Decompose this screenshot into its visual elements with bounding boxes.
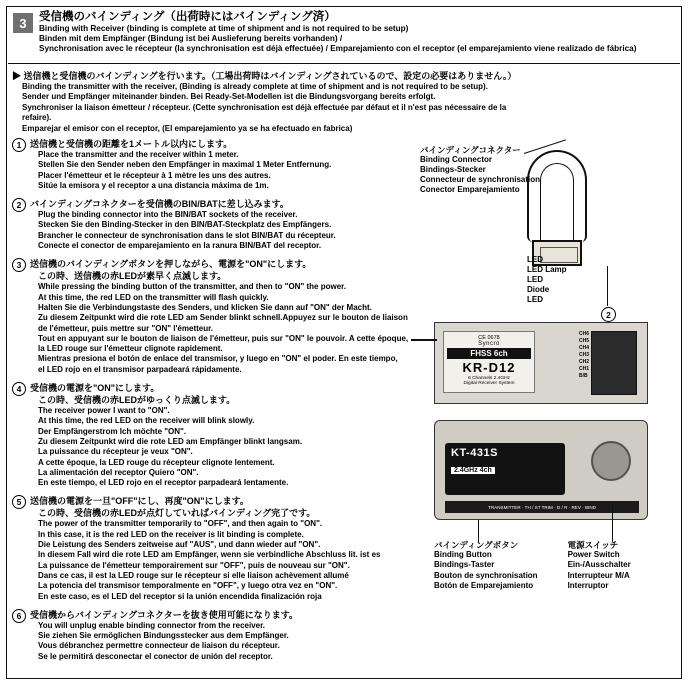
transmitter-bottom-strip: TRANSMITTER · TH / ST TRIM · D / R · REV · BIND	[445, 501, 639, 513]
step-3-jp: 送信機のバインディングボタンを押しながら、電源を"ON"にします。	[30, 259, 312, 270]
step-5-number: 5	[12, 495, 26, 509]
transmitter-knob	[591, 441, 631, 481]
step-3-line-4: Zu diesem Zeitpunkt wird die rote LED am Sender blinkt schnell.Appuyez sur le bouton de liaison	[38, 313, 408, 323]
intro-line-fr: Synchroniser la liaison émetteur / récepteur. (Cette synchronisation est déjà effectuée par défaut et il n'est pas nécessaire de la refaire).	[22, 102, 507, 123]
callout-power-switch-fr: Interrupteur M/A	[567, 570, 630, 580]
receiver-pin-block	[591, 331, 637, 395]
receiver-channel-0: CH6	[578, 331, 589, 337]
transmitter-band: 2.4GHz 4ch	[451, 467, 495, 474]
step-4-line-5: La puissance du récepteur je veux "ON".	[38, 447, 193, 457]
intro-line-jp: ▶ 送信機と受信機のバインディングを行います。（工場出荷時はバインディングされているので、設定の必要はありません。）	[12, 71, 517, 81]
step-5	[12, 495, 412, 601]
step-4-line-1: The receiver power I want to "ON".	[38, 406, 170, 416]
step-5-line-8: En este caso, es el LED del receptor si la unión encendida finalización roja	[38, 591, 322, 601]
transmitter-callouts	[434, 540, 684, 591]
callout-power-switch-de: Ein-/Ausschalter	[567, 560, 631, 570]
step-2-line-4: Conecte el conector de emparejamiento en la ranura BIN/BAT del receptor.	[38, 241, 322, 251]
marker-circle-2: 2	[601, 307, 616, 322]
callout-led-jp: LED	[527, 255, 543, 264]
receiver-channel-6: B/B	[578, 373, 588, 379]
receiver-channel-4: CH2	[578, 359, 589, 365]
callout-binding-button-de: Bindings-Taster	[434, 560, 495, 570]
marker-2-leader	[607, 266, 608, 306]
receiver-sub-1: 6 Channels 2.4GHz	[468, 376, 510, 381]
step-3-line-5: de l'émetteur, puis mettre sur "ON" l'émetteur.	[38, 323, 213, 333]
step-1	[12, 138, 412, 191]
receiver-brand: Syncro	[478, 341, 500, 347]
callout-binding-button	[434, 540, 538, 591]
step-4-jp2: この時、受信機の赤LEDがゆっくり点滅します。	[38, 395, 236, 406]
binding-connector-loop-inner	[540, 163, 574, 243]
receiver-illustration	[434, 322, 648, 404]
callout-power-switch-jp: 電源スイッチ	[567, 540, 619, 550]
step-2-number: 2	[12, 198, 26, 212]
transmitter-illustration	[434, 420, 648, 520]
step-5-line-3: Die Leistung des Senders zeitweise auf "AUS", und dann wieder auf "ON".	[38, 540, 321, 550]
step-5-line-7: La potencia del transmisor temporalmente en "OFF", y luego otra vez en "ON".	[38, 581, 338, 591]
callout-led	[527, 255, 567, 305]
receiver-channel-3: CH3	[578, 352, 589, 358]
receiver-channel-5: CH1	[578, 366, 589, 372]
callout-binding-button-es: Botón de Emparejamiento	[434, 580, 534, 590]
step-1-number: 1	[12, 138, 26, 152]
step-1-line-2: Stellen Sie den Sender neben den Empfänger in maximal 1 Meter Entfernung.	[38, 160, 332, 170]
step-2	[12, 198, 412, 251]
callout-binding-connector-es: Conector Emparejamiento	[420, 185, 520, 194]
step-3-line-7: la LED rouge sur l'émetteur clignote rapidement.	[38, 344, 223, 354]
section-title-line-1: Binding with Receiver (binding is complete at time of shipment and is not required to be setup)	[39, 24, 409, 33]
step-4-number: 4	[12, 382, 26, 396]
step-3-jp2: この時、送信機の赤LEDが素早く点滅します。	[38, 271, 227, 282]
callout-binding-button-jp: バインディングボタン	[434, 540, 519, 550]
step-6-line-4: Se le permitirá desconectar el conector de unión del receptor.	[38, 651, 273, 661]
step-5-jp2: この時、受信機の赤LEDが点灯していればバインディング完了です。	[38, 508, 316, 519]
leader-line-power-switch	[612, 505, 613, 542]
step-1-line-3: Placer l'émetteur et le récepteur à 1 mètre les uns des autres.	[38, 170, 271, 180]
step-3-line-1: While pressing the binding button of the transmitter, and then to "ON" the power.	[38, 282, 347, 292]
section-number-badge: 3	[13, 13, 33, 33]
transmitter-model: KT-431S	[451, 447, 498, 459]
section-title-line-3: Synchronisation avec le récepteur (la synchronisation est déjà effectuée) / Emparejamiento con el receptor (el emparejamiento viene realizado de fábrica)	[39, 44, 637, 54]
step-3-line-6: Tout en appuyant sur le bouton de liaison de l'émetteur, puis sur "ON" le pouvoir. A cette époque,	[38, 333, 409, 343]
receiver-channel-2: CH4	[578, 345, 589, 351]
step-2-line-2: Stecken Sie den Binding-Stecker in den BIN/BAT-Steckplatz des Empfängers.	[38, 220, 332, 230]
step-5-line-1: The power of the transmitter temporarily to "OFF", and then again to "ON".	[38, 519, 323, 529]
section-title-jp: 受信機のバインディング（出荷時にはバインディング済）	[39, 11, 336, 23]
receiver-sub-2: Digital Receiver System	[463, 381, 515, 386]
step-6-jp: 受信機からバインディングコネクターを抜き使用可能になります。	[30, 609, 299, 620]
step-5-line-2: In this case, it is the red LED on the receiver is lit binding is complete.	[38, 529, 304, 539]
step-5-line-6: Dans ce cas, il est la LED rouge sur le récepteur si elle liaison achèvement allumé	[38, 570, 349, 580]
step-4-line-6: A cette époque, la LED rouge du récepteur clignote lentement.	[38, 457, 275, 467]
section-header-text	[39, 8, 636, 55]
step-4-line-3: Der Empfängerstrom Ich möchte "ON".	[38, 426, 187, 436]
receiver-channel-labels	[579, 331, 589, 379]
step-3	[12, 258, 412, 375]
step-3-line-3: Halten Sie die Verbindungstaste des Senders, und klicken Sie dann auf "ON" der Macht.	[38, 302, 372, 312]
step-4-line-8: En este tiempo, el LED rojo en el receptor parpadeará lentamente.	[38, 478, 289, 488]
callout-binding-button-fr: Bouton de synchronisation	[434, 570, 538, 580]
step-4-line-4: Zu diesem Zeitpunkt wird die rote LED am Empfänger blinkt langsam.	[38, 436, 303, 446]
step-6	[12, 609, 412, 662]
callout-led-fr: Diode	[527, 285, 550, 294]
receiver-ce-mark: CE 0678	[478, 335, 500, 341]
step-5-line-4: In diesem Fall wird die rote LED am Empfänger, wenn sie verbindliche Abschluss lit. ist es	[38, 550, 381, 560]
step-5-line-5: La puissance de l'émetteur temporairement sur "OFF", puis de nouveau sur "ON".	[38, 560, 350, 570]
intro-line-en: Binding the transmitter with the receiver, (Binding is already complete at time of shipment and is not required to be setup).	[22, 82, 488, 91]
step-1-line-1: Place the transmitter and the receiver within 1 meter.	[38, 150, 239, 159]
step-3-line-8: Mientras presiona el botón de enlace del transmisor, y luego en "ON" el poder. En este tiempo,	[38, 354, 398, 364]
step-6-line-2: Sie ziehen Sie ermöglichen Bindungsstecker aus dem Empfänger.	[38, 631, 289, 641]
step-6-line-3: Vous débranchez permettre connecteur de liaison du récepteur.	[38, 641, 280, 651]
receiver-model: KR-D12	[462, 360, 516, 375]
receiver-band: FHSS 6ch	[447, 348, 531, 359]
receiver-channel-1: CH5	[578, 338, 589, 344]
intro-block	[12, 70, 517, 134]
step-3-line-9: el LED rojo en el transmisor parpadeará rápidamente.	[38, 364, 242, 374]
callout-power-switch-en: Power Switch	[567, 550, 620, 560]
callout-led-de: LED	[527, 275, 543, 284]
step-1-jp: 送信機と受信機の距離を1メートル以内にします。	[30, 139, 233, 149]
step-1-line-4: Sitúe la emisora y el receptor a una distancia máxima de 1m.	[38, 180, 269, 190]
callout-binding-connector	[420, 145, 540, 195]
leader-line-binding-button	[478, 520, 479, 542]
callout-led-en: LED Lamp	[527, 265, 567, 274]
step-3-line-2: At this time, the red LED on the transmitter will flash quickly.	[38, 292, 269, 302]
transmitter-panel	[445, 443, 565, 495]
step-5-jp: 送信機の電源を一旦"OFF"にし、再度"ON"にします。	[30, 496, 249, 507]
callout-binding-connector-de: Bindings-Stecker	[420, 165, 486, 174]
step-2-line-3: Brancher le connecteur de synchronisation dans le slot BIN/BAT du récepteur.	[38, 230, 336, 240]
callout-binding-button-en: Binding Button	[434, 550, 492, 560]
callout-binding-connector-jp: バインディングコネクター	[420, 145, 521, 155]
step-2-jp: バインディングコネクターを受信機のBIN/BATに差し込みます。	[30, 199, 289, 210]
step-4-line-2: At this time, the red LED on the receiver will blink slowly.	[38, 416, 255, 426]
step-3-number: 3	[12, 258, 26, 272]
intro-line-de: Sender und Empfänger miteinander binden. Bei Ready-Set-Modellen ist die Bindungsvorgang bereits erfolgt.	[22, 92, 436, 102]
step-4-line-7: La alimentación del receptor Quiero "ON".	[38, 467, 199, 477]
receiver-antenna	[411, 339, 437, 341]
step-4-jp: 受信機の電源を"ON"にします。	[30, 383, 160, 394]
callout-binding-connector-fr: Connecteur de synchronisation	[420, 175, 541, 184]
steps-list	[12, 138, 412, 669]
callout-binding-connector-en: Binding Connector	[420, 155, 492, 164]
section-title-line-2: Binden mit dem Empfänger (Bindung ist bei Auslieferung bereits vorhanden) /	[39, 34, 343, 44]
intro-line-es: Emparejar el emisor con el receptor, (El emparejamiento ya se ha efectuado en fabrica)	[22, 123, 353, 133]
step-6-line-1: You will unplug enable binding connector from the receiver.	[38, 620, 265, 630]
section-header	[8, 8, 680, 64]
callout-power-switch-es: Interruptor	[567, 580, 609, 590]
step-2-line-1: Plug the binding connector into the BIN/BAT sockets of the receiver.	[38, 210, 298, 220]
step-6-number: 6	[12, 609, 26, 623]
callout-led-es: LED	[527, 295, 543, 304]
receiver-label	[443, 331, 535, 393]
callout-power-switch	[568, 540, 631, 591]
step-4	[12, 382, 412, 488]
